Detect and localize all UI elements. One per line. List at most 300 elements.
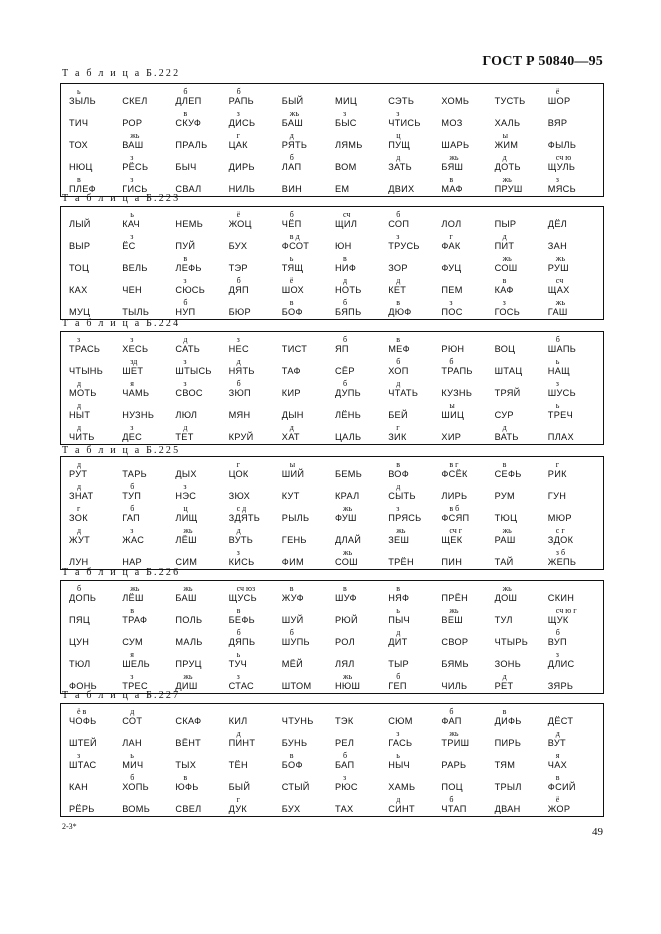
table-cell — [493, 422, 546, 444]
table-cell — [439, 583, 492, 605]
phonetic-mark: с д — [236, 504, 247, 513]
word: ДЫН — [281, 410, 304, 420]
word: ДИШ — [175, 681, 198, 691]
word: ДВИХ — [388, 184, 415, 194]
word: ПИРЬ — [494, 738, 522, 748]
word: ЮФЬ — [175, 782, 199, 792]
table-cell — [227, 772, 280, 794]
word: ФСЁК — [441, 469, 468, 479]
word: ТОЦ — [69, 263, 90, 273]
phonetic-mark: в — [396, 335, 400, 344]
word: ПЫЧ — [388, 615, 410, 625]
word: СУМ — [122, 637, 143, 647]
word: ПИТ — [494, 241, 515, 251]
table-cell — [386, 108, 439, 130]
phonetic-mark: з — [130, 175, 134, 184]
word: ХОМЬ — [441, 96, 470, 106]
word: БЕМЬ — [335, 469, 363, 479]
word: ЧИЛЬ — [441, 681, 468, 691]
word: ФУШ — [335, 513, 357, 523]
table-cell — [120, 649, 173, 671]
table-cell — [67, 231, 120, 253]
table-cell — [280, 772, 333, 794]
table-cell — [386, 231, 439, 253]
table-cell — [67, 356, 120, 378]
table-cell — [227, 547, 280, 569]
table-cell — [439, 481, 492, 503]
phonetic-mark: з — [130, 335, 134, 344]
table-cell — [546, 627, 599, 649]
table-cell — [227, 459, 280, 481]
word: МЯСЬ — [547, 184, 576, 194]
table-cell — [173, 422, 226, 444]
phonetic-mark: б — [130, 773, 135, 782]
word: ФСЯП — [441, 513, 470, 523]
table-cell — [439, 794, 492, 816]
word: ТУП — [122, 491, 142, 501]
table-cell — [280, 583, 333, 605]
word: ВАШ — [122, 140, 144, 150]
phonetic-mark: жь — [449, 153, 459, 162]
word: ЧАМЬ — [122, 388, 150, 398]
table-cell — [173, 275, 226, 297]
word: ЛЫЙ — [69, 219, 91, 229]
table-cell — [546, 400, 599, 422]
word: ВЁНТ — [175, 738, 202, 748]
table-cell — [439, 627, 492, 649]
phonetic-mark: б — [449, 795, 454, 804]
table-cell — [546, 459, 599, 481]
word: ЧЕН — [122, 285, 142, 295]
word: ЧЁП — [281, 219, 302, 229]
word: ТРАСЬ — [69, 344, 101, 354]
phonetic-mark: б — [449, 357, 454, 366]
phonetic-mark: д — [502, 153, 507, 162]
word: ТРЕЧ — [547, 410, 573, 420]
phonetic-mark: жь — [555, 298, 565, 307]
table-cell — [333, 209, 386, 231]
table-cell — [493, 706, 546, 728]
phonetic-mark: сч — [343, 210, 351, 219]
table-cell — [439, 525, 492, 547]
table-cell — [493, 583, 546, 605]
word: ЮН — [335, 241, 352, 251]
word: КАФ — [494, 285, 514, 295]
table-cell — [227, 422, 280, 444]
table-cell — [67, 728, 120, 750]
word: ФАК — [441, 241, 461, 251]
word: ТЮЦ — [494, 513, 518, 523]
table-cell — [333, 356, 386, 378]
word: РЮЙ — [335, 615, 358, 625]
word: СВАЛ — [175, 184, 202, 194]
table-cell — [546, 297, 599, 319]
phonetic-mark: з — [183, 276, 187, 285]
phonetic-mark: ц — [183, 504, 188, 513]
table-cell — [227, 525, 280, 547]
phonetic-mark: ь — [555, 357, 560, 366]
table-cell — [439, 209, 492, 231]
table-cell — [280, 671, 333, 693]
table-cell — [493, 400, 546, 422]
table-cell — [227, 649, 280, 671]
table-cell — [546, 356, 599, 378]
phonetic-mark: д — [77, 379, 82, 388]
phonetic-mark: з — [396, 504, 400, 513]
word: СЁР — [335, 366, 355, 376]
word-table — [60, 331, 604, 445]
phonetic-mark: ь — [396, 606, 400, 615]
word: БЯШ — [441, 162, 464, 172]
phonetic-mark: д — [289, 131, 294, 140]
table-cell — [120, 503, 173, 525]
table-cell — [333, 547, 386, 569]
table-cell — [493, 86, 546, 108]
word: НЭС — [175, 491, 197, 501]
table-cell — [546, 231, 599, 253]
phonetic-mark: в — [396, 584, 400, 593]
word: ТЕТ — [175, 432, 194, 442]
table-cell — [120, 422, 173, 444]
phonetic-mark: д — [396, 379, 401, 388]
table-cell — [493, 297, 546, 319]
table-cell — [386, 728, 439, 750]
table-cell — [386, 605, 439, 627]
table-cell — [546, 649, 599, 671]
phonetic-mark: б — [396, 357, 401, 366]
word: ЦАК — [228, 140, 248, 150]
table-cell — [546, 503, 599, 525]
word: БЕЙ — [388, 410, 408, 420]
table-cell — [173, 481, 226, 503]
table-cell — [439, 422, 492, 444]
table-cell — [493, 605, 546, 627]
phonetic-mark: з — [183, 379, 187, 388]
table-cell — [493, 334, 546, 356]
word: КАЧ — [122, 219, 140, 229]
table-cell — [333, 706, 386, 728]
word: ДИСЬ — [228, 118, 256, 128]
word: ЗЕШ — [388, 535, 410, 545]
phonetic-mark: жь — [183, 584, 193, 593]
table-cell — [120, 706, 173, 728]
word: ЖАС — [122, 535, 145, 545]
table-cell — [386, 174, 439, 196]
table-cell — [227, 108, 280, 130]
word: СИНТ — [388, 804, 415, 814]
word: ДОШ — [494, 593, 518, 603]
word: ПРЁН — [441, 593, 469, 603]
table-cell — [493, 253, 546, 275]
word-table — [60, 83, 604, 197]
word: ЧТЫРЬ — [494, 637, 529, 647]
word: ДИТ — [388, 637, 408, 647]
word: ТЁН — [228, 760, 248, 770]
table-cell — [67, 459, 120, 481]
table-cell — [386, 547, 439, 569]
phonetic-mark: жь — [555, 254, 565, 263]
word: ЖОЦ — [228, 219, 252, 229]
phonetic-mark: ы — [289, 460, 296, 469]
word: ЦАЛЬ — [335, 432, 362, 442]
phonetic-mark: д — [77, 526, 82, 535]
word: ЗОНЬ — [494, 659, 522, 669]
table-cell — [386, 209, 439, 231]
word: ШУСЬ — [547, 388, 576, 398]
word: САТЬ — [175, 344, 201, 354]
table-cell — [173, 378, 226, 400]
table-cell — [493, 627, 546, 649]
phonetic-mark: сч ю г — [555, 606, 577, 615]
table-cell — [227, 334, 280, 356]
phonetic-mark: г — [236, 131, 240, 140]
word: ГАШ — [547, 307, 568, 317]
phonetic-mark: д — [555, 729, 560, 738]
word: ЛОЛ — [441, 219, 462, 229]
word: ПОС — [441, 307, 463, 317]
table-cell — [173, 108, 226, 130]
phonetic-mark: в — [289, 584, 294, 593]
word: ТАЙ — [494, 557, 514, 567]
table-cell — [67, 750, 120, 772]
word: ТРЁН — [388, 557, 414, 567]
word: ЛЮЛ — [175, 410, 198, 420]
word: ХОПЬ — [122, 782, 149, 792]
table-cell — [493, 649, 546, 671]
table-caption: Т а б л и ц а Б.222 — [62, 68, 181, 79]
phonetic-mark: в — [502, 707, 507, 716]
word: МУЦ — [69, 307, 91, 317]
word: ТРЫЛ — [494, 782, 522, 792]
phonetic-mark: г — [555, 460, 560, 469]
word: ЩИЛ — [335, 219, 358, 229]
phonetic-mark: з — [236, 335, 240, 344]
table-cell — [173, 231, 226, 253]
table-cell — [333, 525, 386, 547]
phonetic-mark: б — [236, 276, 241, 285]
word: ТАХ — [335, 804, 354, 814]
phonetic-mark: в — [289, 298, 294, 307]
table-cell — [386, 422, 439, 444]
word: ВОЦ — [494, 344, 516, 354]
word: ДВАН — [494, 804, 521, 814]
word: ФСОТ — [281, 241, 310, 251]
phonetic-mark: б — [343, 335, 348, 344]
word: РАПЬ — [228, 96, 254, 106]
table-cell — [333, 231, 386, 253]
phonetic-mark: жь — [502, 175, 512, 184]
table-cell — [227, 209, 280, 231]
word: ГОСЬ — [494, 307, 521, 317]
word: ЗОР — [388, 263, 408, 273]
phonetic-mark: з — [343, 773, 347, 782]
phonetic-mark: ь — [130, 210, 134, 219]
phonetic-mark: з — [183, 357, 187, 366]
word: ДЁСТ — [547, 716, 574, 726]
word: ШТЕЙ — [69, 738, 97, 748]
word: НЫТ — [69, 410, 91, 420]
word: ШЕТ — [122, 366, 144, 376]
table-cell — [333, 297, 386, 319]
table-cell — [173, 706, 226, 728]
word: РЁСЬ — [122, 162, 149, 172]
phonetic-mark: ё — [555, 87, 560, 96]
word: ХОП — [388, 366, 409, 376]
word: ЗЫЛЬ — [69, 96, 96, 106]
phonetic-mark: жь — [130, 584, 140, 593]
phonetic-mark: д — [502, 423, 507, 432]
word: ЧОФЬ — [69, 716, 97, 726]
word: ТУЛ — [494, 615, 513, 625]
phonetic-mark: з — [130, 423, 134, 432]
phonetic-mark: д — [236, 729, 241, 738]
word: СИМ — [175, 557, 198, 567]
phonetic-mark: д — [502, 232, 507, 241]
table-cell — [333, 400, 386, 422]
word: РЕТ — [494, 681, 514, 691]
table-cell — [173, 459, 226, 481]
word: СКАФ — [175, 716, 202, 726]
word: МАЛЬ — [175, 637, 203, 647]
word: ВЫР — [69, 241, 91, 251]
table-cell — [546, 794, 599, 816]
table-cell — [173, 671, 226, 693]
word: КЕТ — [388, 285, 407, 295]
word: РАРЬ — [441, 760, 467, 770]
word: НЕМЬ — [175, 219, 204, 229]
table-cell — [67, 152, 120, 174]
table-cell — [493, 728, 546, 750]
word: ЛАН — [122, 738, 142, 748]
phonetic-mark: д — [77, 460, 82, 469]
table-cell — [493, 209, 546, 231]
word: ДЛАЙ — [335, 535, 362, 545]
word: КИЛ — [228, 716, 248, 726]
word: НУП — [175, 307, 196, 317]
word: КРАЛ — [335, 491, 360, 501]
table-cell — [439, 130, 492, 152]
word-grid — [61, 581, 603, 693]
table-cell — [227, 400, 280, 422]
table-cell — [493, 794, 546, 816]
word: ХАЛЬ — [494, 118, 521, 128]
phonetic-mark: ь — [555, 401, 560, 410]
word: НИЛЬ — [228, 184, 256, 194]
phonetic-mark: з — [555, 175, 559, 184]
word: ТИЧ — [69, 118, 89, 128]
table-cell — [173, 174, 226, 196]
phonetic-mark: з б — [555, 548, 566, 557]
table-caption: Т а б л и ц а Б.225 — [62, 445, 181, 456]
word: БЫЙ — [281, 96, 304, 106]
phonetic-mark: б — [183, 87, 188, 96]
table-cell — [280, 627, 333, 649]
word: ШИЦ — [441, 410, 465, 420]
table-cell — [120, 86, 173, 108]
phonetic-mark: ь — [289, 254, 294, 263]
table-cell — [280, 400, 333, 422]
table-cell — [546, 671, 599, 693]
phonetic-mark: в — [77, 175, 81, 184]
table-cell — [439, 459, 492, 481]
word: ТРИШ — [441, 738, 470, 748]
table-cell — [280, 422, 333, 444]
word: НЕС — [228, 344, 249, 354]
word: ХИР — [441, 432, 462, 442]
table-cell — [386, 794, 439, 816]
table-cell — [280, 334, 333, 356]
table-cell — [439, 86, 492, 108]
phonetic-mark: в — [449, 175, 454, 184]
word: ТЫЛЬ — [122, 307, 150, 317]
table-cell — [173, 253, 226, 275]
phonetic-mark: б — [343, 298, 348, 307]
table-cell — [280, 728, 333, 750]
phonetic-mark: в — [502, 460, 507, 469]
word: ПИНТ — [228, 738, 256, 748]
word: ВОФ — [388, 469, 410, 479]
table-cell — [120, 130, 173, 152]
table-cell — [120, 334, 173, 356]
word: ДЕС — [122, 432, 143, 442]
word: ЛАП — [281, 162, 302, 172]
word: РЮН — [441, 344, 465, 354]
table-cell — [67, 209, 120, 231]
phonetic-mark: д — [289, 423, 294, 432]
table-cell — [67, 794, 120, 816]
word: НЯТЬ — [228, 366, 255, 376]
table-cell — [280, 209, 333, 231]
word: РУТ — [69, 469, 88, 479]
phonetic-mark: в — [502, 276, 507, 285]
phonetic-mark: в — [289, 751, 294, 760]
phonetic-mark: з — [130, 672, 134, 681]
table-cell — [493, 525, 546, 547]
word: БУХ — [228, 241, 248, 251]
word: ЖУТ — [69, 535, 91, 545]
table-cell — [280, 130, 333, 152]
table-cell — [333, 86, 386, 108]
phonetic-mark: зд — [130, 357, 138, 366]
phonetic-mark: жь — [289, 109, 299, 118]
table-cell — [227, 728, 280, 750]
table-caption: Т а б л и ц а Б.224 — [62, 318, 181, 329]
word: ФЫЛЬ — [547, 140, 577, 150]
phonetic-mark: ё — [289, 276, 294, 285]
table-cell — [227, 356, 280, 378]
table-cell — [280, 253, 333, 275]
word: ПОЛЬ — [175, 615, 203, 625]
table-cell — [386, 772, 439, 794]
phonetic-mark: з — [130, 153, 134, 162]
word: ТРАПЬ — [441, 366, 473, 376]
table-cell — [439, 334, 492, 356]
phonetic-mark: сч — [555, 276, 564, 285]
word: ПЯЦ — [69, 615, 90, 625]
word: ПЫР — [494, 219, 517, 229]
word: ГАП — [122, 513, 141, 523]
word: ТЭК — [335, 716, 354, 726]
phonetic-mark: б — [289, 628, 294, 637]
word: КАН — [69, 782, 89, 792]
table-cell — [227, 794, 280, 816]
table-cell — [333, 583, 386, 605]
table-cell — [493, 152, 546, 174]
word: ЖИМ — [494, 140, 519, 150]
word: ВОМЬ — [122, 804, 151, 814]
table-cell — [280, 605, 333, 627]
word: ТЯЩ — [281, 263, 304, 273]
